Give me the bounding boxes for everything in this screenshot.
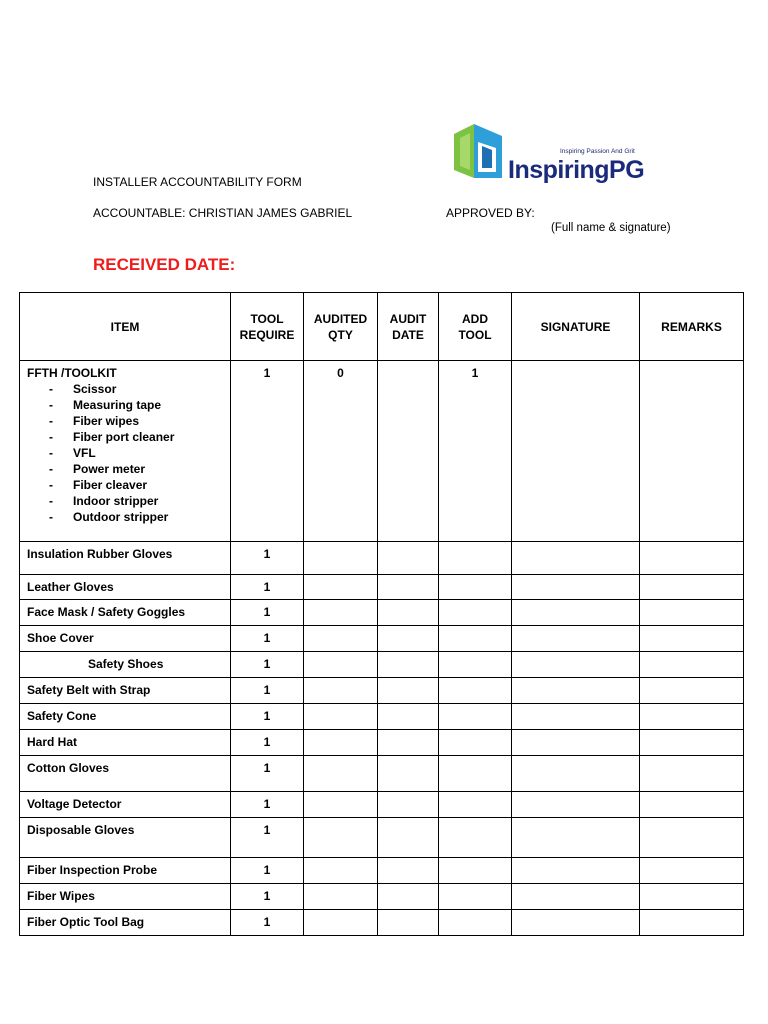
signature-cell[interactable] bbox=[512, 818, 640, 858]
audited-qty-cell[interactable] bbox=[304, 730, 378, 756]
table-row bbox=[20, 730, 744, 756]
table-row bbox=[20, 704, 744, 730]
item-cell: Shoe Cover bbox=[20, 626, 231, 652]
signature-cell[interactable] bbox=[512, 704, 640, 730]
remarks-cell[interactable] bbox=[640, 910, 744, 936]
audit-date-cell[interactable] bbox=[378, 792, 439, 818]
list-item: - Scissor bbox=[49, 381, 230, 397]
tool-require-cell: 1 bbox=[231, 704, 304, 730]
remarks-cell[interactable] bbox=[640, 542, 744, 575]
list-item: - Fiber cleaver bbox=[49, 477, 230, 493]
remarks-cell[interactable] bbox=[640, 626, 744, 652]
audited-qty-cell[interactable] bbox=[304, 858, 378, 884]
audit-date-cell[interactable] bbox=[378, 542, 439, 575]
audit-date-cell[interactable] bbox=[378, 910, 439, 936]
table-row-toolkit bbox=[20, 361, 744, 542]
signature-cell[interactable] bbox=[512, 626, 640, 652]
tool-require-cell: 1 bbox=[231, 756, 304, 792]
table-row bbox=[20, 756, 744, 792]
audited-qty-cell[interactable] bbox=[304, 884, 378, 910]
signature-cell[interactable] bbox=[512, 792, 640, 818]
list-item: - Fiber port cleaner bbox=[49, 429, 230, 445]
item-cell: Voltage Detector bbox=[20, 792, 231, 818]
accountability-table bbox=[19, 292, 744, 936]
table-row bbox=[20, 858, 744, 884]
audited-qty-cell[interactable] bbox=[304, 575, 378, 600]
remarks-cell[interactable] bbox=[640, 704, 744, 730]
add-tool-cell[interactable] bbox=[439, 884, 512, 910]
signature-cell[interactable] bbox=[512, 600, 640, 626]
add-tool-cell[interactable] bbox=[439, 626, 512, 652]
add-tool-cell[interactable] bbox=[439, 858, 512, 884]
tool-require-cell: 1 bbox=[231, 652, 304, 678]
audited-qty-cell[interactable] bbox=[304, 910, 378, 936]
logo-wordmark: InspiringPG bbox=[508, 156, 645, 184]
list-item: - Indoor stripper bbox=[49, 493, 230, 509]
signature-cell[interactable] bbox=[512, 361, 640, 542]
logo-mark-icon bbox=[452, 120, 508, 184]
audit-date-cell[interactable] bbox=[378, 652, 439, 678]
signature-cell[interactable] bbox=[512, 652, 640, 678]
list-item: - Power meter bbox=[49, 461, 230, 477]
item-cell: Fiber Optic Tool Bag bbox=[20, 910, 231, 936]
add-tool-cell[interactable] bbox=[439, 542, 512, 575]
accountable-name: ACCOUNTABLE: CHRISTIAN JAMES GABRIEL bbox=[93, 206, 353, 220]
tool-require-cell: 1 bbox=[231, 730, 304, 756]
tool-require-cell: 1 bbox=[231, 858, 304, 884]
item-cell: Face Mask / Safety Goggles bbox=[20, 600, 231, 626]
signature-cell[interactable] bbox=[512, 756, 640, 792]
remarks-cell[interactable] bbox=[640, 756, 744, 792]
audited-qty-cell[interactable] bbox=[304, 792, 378, 818]
remarks-cell[interactable] bbox=[640, 600, 744, 626]
remarks-cell[interactable] bbox=[640, 792, 744, 818]
column-header-audit-date: AUDIT DATE bbox=[378, 293, 439, 361]
remarks-cell[interactable] bbox=[640, 361, 744, 542]
table-row bbox=[20, 792, 744, 818]
audited-qty-cell[interactable] bbox=[304, 756, 378, 792]
audit-date-cell[interactable] bbox=[378, 575, 439, 600]
audit-date-cell[interactable] bbox=[378, 756, 439, 792]
column-header-audited-qty: AUDITED QTY bbox=[304, 293, 378, 361]
remarks-cell[interactable] bbox=[640, 818, 744, 858]
audited-qty-cell[interactable] bbox=[304, 626, 378, 652]
item-cell: Cotton Gloves bbox=[20, 756, 231, 792]
item-cell: Fiber Wipes bbox=[20, 884, 231, 910]
list-item: - Outdoor stripper bbox=[49, 509, 230, 525]
item-cell: Fiber Inspection Probe bbox=[20, 858, 231, 884]
form-title: INSTALLER ACCOUNTABILITY FORM bbox=[93, 175, 302, 189]
add-tool-cell[interactable] bbox=[439, 730, 512, 756]
list-item: - VFL bbox=[49, 445, 230, 461]
remarks-cell[interactable] bbox=[640, 884, 744, 910]
audited-qty-cell[interactable] bbox=[304, 704, 378, 730]
item-cell: Hard Hat bbox=[20, 730, 231, 756]
item-cell: Insulation Rubber Gloves bbox=[20, 542, 231, 575]
audit-date-cell[interactable] bbox=[378, 600, 439, 626]
item-cell: Leather Gloves bbox=[20, 575, 231, 600]
add-tool-cell[interactable] bbox=[439, 575, 512, 600]
remarks-cell[interactable] bbox=[640, 858, 744, 884]
remarks-cell[interactable] bbox=[640, 575, 744, 600]
toolkit-item-cell bbox=[20, 361, 231, 542]
add-tool-cell[interactable] bbox=[439, 818, 512, 858]
tool-require-cell: 1 bbox=[231, 678, 304, 704]
column-header-tool-require: TOOL REQUIRE bbox=[231, 293, 304, 361]
tool-require-cell: 1 bbox=[231, 600, 304, 626]
tool-require-cell: 1 bbox=[231, 884, 304, 910]
add-tool-cell[interactable] bbox=[439, 910, 512, 936]
item-cell: Safety Cone bbox=[20, 704, 231, 730]
audit-date-cell[interactable] bbox=[378, 361, 439, 542]
toolkit-subitems bbox=[27, 381, 230, 525]
full-name-note: (Full name & signature) bbox=[551, 222, 671, 234]
table-row bbox=[20, 678, 744, 704]
table-row bbox=[20, 884, 744, 910]
remarks-cell[interactable] bbox=[640, 652, 744, 678]
table-row bbox=[20, 575, 744, 600]
signature-cell[interactable] bbox=[512, 858, 640, 884]
item-cell: Safety Shoes bbox=[20, 652, 231, 678]
add-tool-cell[interactable] bbox=[439, 792, 512, 818]
column-header-signature: SIGNATURE bbox=[512, 293, 640, 361]
audited-qty-cell[interactable] bbox=[304, 600, 378, 626]
list-item: - Measuring tape bbox=[49, 397, 230, 413]
audit-date-cell[interactable] bbox=[378, 730, 439, 756]
audit-date-cell[interactable] bbox=[378, 818, 439, 858]
audit-date-cell[interactable] bbox=[378, 858, 439, 884]
table-row bbox=[20, 542, 744, 575]
audited-qty-cell[interactable] bbox=[304, 542, 378, 575]
table-row bbox=[20, 652, 744, 678]
table-header-row bbox=[20, 293, 744, 361]
item-cell: Safety Belt with Strap bbox=[20, 678, 231, 704]
add-tool-cell[interactable] bbox=[439, 704, 512, 730]
table-row bbox=[20, 910, 744, 936]
column-header-item: ITEM bbox=[20, 293, 231, 361]
signature-cell[interactable] bbox=[512, 910, 640, 936]
column-header-add-tool: ADD TOOL bbox=[439, 293, 512, 361]
add-tool-cell: 1 bbox=[439, 361, 512, 542]
add-tool-cell[interactable] bbox=[439, 678, 512, 704]
audit-date-cell[interactable] bbox=[378, 704, 439, 730]
audit-date-cell[interactable] bbox=[378, 626, 439, 652]
company-logo bbox=[452, 118, 652, 188]
add-tool-cell[interactable] bbox=[439, 756, 512, 792]
tool-require-cell: 1 bbox=[231, 575, 304, 600]
tool-require-cell: 1 bbox=[231, 542, 304, 575]
signature-cell[interactable] bbox=[512, 542, 640, 575]
audited-qty-cell[interactable] bbox=[304, 818, 378, 858]
audited-qty-cell[interactable] bbox=[304, 678, 378, 704]
logo-tagline: Inspiring Passion And Grit bbox=[560, 148, 635, 155]
audit-date-cell[interactable] bbox=[378, 678, 439, 704]
signature-cell[interactable] bbox=[512, 575, 640, 600]
audit-date-cell[interactable] bbox=[378, 884, 439, 910]
add-tool-cell[interactable] bbox=[439, 600, 512, 626]
signature-cell[interactable] bbox=[512, 678, 640, 704]
item-cell: Disposable Gloves bbox=[20, 818, 231, 858]
tool-require-cell: 1 bbox=[231, 361, 304, 542]
remarks-cell[interactable] bbox=[640, 678, 744, 704]
received-date-label: RECEIVED DATE: bbox=[93, 255, 236, 274]
audited-qty-cell[interactable] bbox=[304, 652, 378, 678]
toolkit-name: FFTH /TOOLKIT bbox=[27, 366, 117, 380]
tool-require-cell: 1 bbox=[231, 910, 304, 936]
table-row bbox=[20, 626, 744, 652]
signature-cell[interactable] bbox=[512, 730, 640, 756]
signature-cell[interactable] bbox=[512, 884, 640, 910]
list-item: - Fiber wipes bbox=[49, 413, 230, 429]
tool-require-cell: 1 bbox=[231, 818, 304, 858]
table-row bbox=[20, 600, 744, 626]
tool-require-cell: 1 bbox=[231, 626, 304, 652]
table-row bbox=[20, 818, 744, 858]
column-header-remarks: REMARKS bbox=[640, 293, 744, 361]
remarks-cell[interactable] bbox=[640, 730, 744, 756]
tool-require-cell: 1 bbox=[231, 792, 304, 818]
add-tool-cell[interactable] bbox=[439, 652, 512, 678]
approved-by-label: APPROVED BY: bbox=[446, 206, 535, 220]
audited-qty-cell: 0 bbox=[304, 361, 378, 542]
